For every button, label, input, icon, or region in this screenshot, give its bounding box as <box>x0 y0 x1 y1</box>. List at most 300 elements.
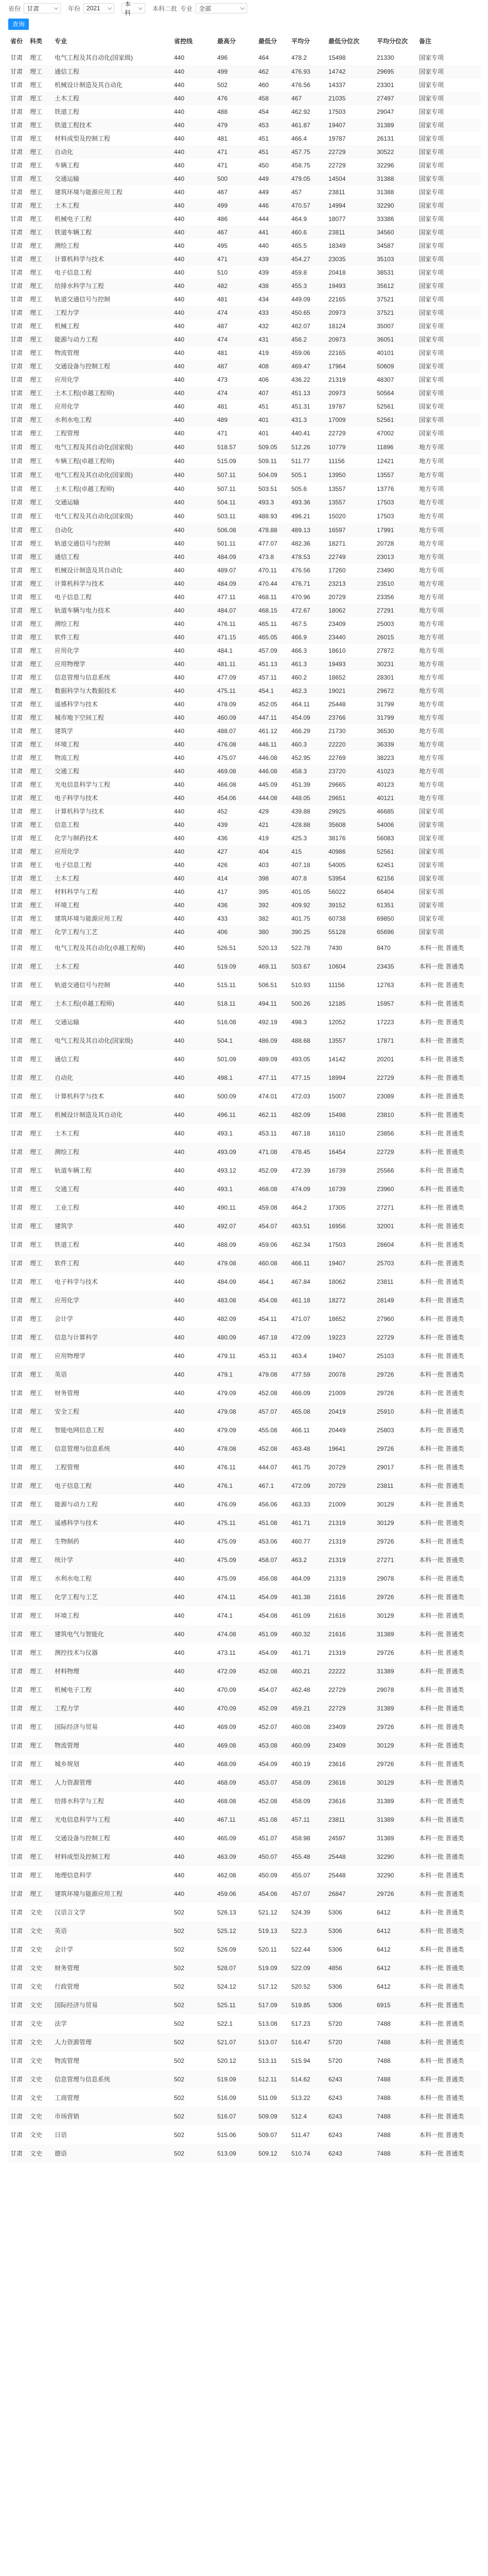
cell-avg-score: 460.6 <box>289 226 326 239</box>
chevron-down-icon <box>54 6 58 10</box>
cell-note: 本科一批 普通类 <box>417 1477 481 1495</box>
cell-category: 理工 <box>28 1439 53 1458</box>
cell-max-score: 471 <box>215 252 256 266</box>
cell-major: 环境工程 <box>53 899 172 912</box>
cell-category: 理工 <box>28 1365 53 1384</box>
cell-min-rank: 7430 <box>328 944 342 952</box>
cell-avg-score: 460.32 <box>289 1625 326 1643</box>
cell-min-score: 438 <box>256 279 289 293</box>
cell-avg-rank: 8470 <box>377 944 391 952</box>
cell-major: 工程管理 <box>55 430 80 437</box>
cell-min-rank: 5720 <box>328 2057 342 2064</box>
cell-control-line: 440 <box>174 1130 185 1137</box>
table-row <box>8 2070 481 2089</box>
cell-control-line: 440 <box>174 674 185 681</box>
cell-major: 日语 <box>55 2131 67 2139</box>
cell-note: 本科一批 普通类 <box>417 1254 481 1273</box>
cell-min-score: 455.08 <box>258 1427 277 1434</box>
cell-control-line: 440 <box>172 199 215 212</box>
cell-note: 本科一批 普通类 <box>419 1389 464 1397</box>
cell-note: 本科一批 普通类 <box>417 1959 481 1977</box>
cell-min-rank: 23811 <box>326 226 375 239</box>
cell-major: 软件工程 <box>53 631 172 644</box>
cell-avg-rank: 52561 <box>377 403 394 410</box>
cell-control-line: 440 <box>174 701 185 708</box>
cell-major: 地理信息科学 <box>55 1872 92 1879</box>
cell-category: 理工 <box>30 1464 43 1471</box>
cell-note: 地方专项 <box>417 791 481 805</box>
cell-province: 甘肃 <box>8 791 28 805</box>
cell-category: 理工 <box>30 1093 43 1100</box>
cell-control-line: 440 <box>174 162 185 169</box>
cell-avg-score: 456.2 <box>289 333 326 346</box>
cell-avg-rank: 20201 <box>377 1056 394 1063</box>
cell-max-score: 474.11 <box>215 1588 256 1606</box>
cell-min-score: 404 <box>256 845 289 858</box>
cell-avg-rank: 69850 <box>377 915 394 922</box>
table-row <box>8 1477 481 1495</box>
cell-province: 甘肃 <box>8 1736 28 1755</box>
cell-min-rank: 5720 <box>326 2033 375 2052</box>
cell-note: 地方专项 <box>419 457 444 465</box>
table-row <box>8 413 481 427</box>
cell-min-rank: 18124 <box>328 323 346 330</box>
cell-max-score: 524.12 <box>217 1983 236 1990</box>
cell-control-line: 440 <box>172 1217 215 1235</box>
cell-min-rank: 39152 <box>326 899 375 912</box>
cell-min-score: 451.08 <box>256 1514 289 1532</box>
table-row <box>8 1699 481 1718</box>
cell-min-rank: 13557 <box>326 496 375 509</box>
cell-min-score: 458.07 <box>256 1551 289 1569</box>
cell-control-line: 440 <box>174 485 185 493</box>
cell-category: 理工 <box>28 226 53 239</box>
cell-province: 甘肃 <box>10 944 23 952</box>
table-row <box>8 1606 481 1625</box>
cell-category: 理工 <box>30 457 43 465</box>
cell-max-score: 476.09 <box>217 1501 236 1508</box>
table-row <box>8 50 481 65</box>
cell-major: 化学工程与工艺 <box>53 925 172 939</box>
cell-min-score: 395 <box>258 888 269 895</box>
cell-max-score: 479 <box>215 118 256 132</box>
cell-major: 物流管理 <box>55 2057 80 2064</box>
cell-min-rank: 13557 <box>326 1031 375 1050</box>
cell-avg-rank: 40123 <box>377 781 394 788</box>
cell-province: 甘肃 <box>8 1699 28 1718</box>
cell-note: 国家专项 <box>419 915 444 922</box>
cell-avg-rank: 62156 <box>375 872 417 885</box>
batch-value: 本科 <box>125 1 131 16</box>
cell-control-line: 440 <box>172 899 215 912</box>
cell-control-line: 440 <box>174 727 185 735</box>
cell-max-score: 479.08 <box>215 1254 256 1273</box>
cell-avg-score: 462.3 <box>289 684 326 698</box>
cell-min-rank: 23409 <box>328 1723 346 1731</box>
cell-min-rank: 15498 <box>328 54 346 61</box>
cell-category: 理工 <box>28 252 53 266</box>
cell-max-score: 476.1 <box>215 1477 256 1495</box>
cell-note: 本科一批 普通类 <box>417 1291 481 1310</box>
cell-note: 本科一批 普通类 <box>417 1810 481 1829</box>
table-row <box>8 1402 481 1421</box>
table-row <box>8 1161 481 1180</box>
cell-category: 理工 <box>28 1031 53 1050</box>
cell-category: 理工 <box>30 81 43 89</box>
cell-avg-score: 460.77 <box>291 1538 310 1545</box>
table-row <box>8 577 481 590</box>
cell-avg-rank: 7488 <box>375 2107 417 2126</box>
cell-max-score: 439 <box>215 818 256 832</box>
cell-avg-score: 467.5 <box>291 620 307 628</box>
cell-category: 文史 <box>30 2094 43 2102</box>
major-select[interactable] <box>196 3 247 13</box>
cell-major: 电气工程及其自动化(国家级) <box>55 513 133 520</box>
cell-avg-rank: 6412 <box>377 1983 391 1990</box>
cell-control-line: 502 <box>172 2107 215 2126</box>
cell-province: 甘肃 <box>10 781 23 788</box>
cell-avg-score: 450.65 <box>289 306 326 319</box>
cell-min-score: 512.11 <box>256 2070 289 2089</box>
cell-control-line: 440 <box>172 92 215 105</box>
cell-major: 软件工程 <box>53 1254 172 1273</box>
cell-min-rank: 11156 <box>328 981 345 989</box>
cell-avg-rank: 61351 <box>375 899 417 912</box>
cell-province: 甘肃 <box>8 1477 28 1495</box>
cell-avg-rank: 7488 <box>377 2094 391 2102</box>
cell-max-score: 474.08 <box>215 1625 256 1643</box>
cell-avg-score: 409.92 <box>289 899 326 912</box>
cell-max-score: 484.09 <box>215 550 256 564</box>
cell-control-line: 440 <box>172 468 215 482</box>
cell-max-score: 467.11 <box>215 1810 256 1829</box>
cell-category: 理工 <box>30 1389 43 1397</box>
cell-min-rank: 23766 <box>326 711 375 724</box>
filter-bar <box>0 0 488 16</box>
cell-major: 电子科学与技术 <box>55 1278 98 1285</box>
cell-max-score: 467 <box>215 226 256 239</box>
cell-avg-rank: 17871 <box>375 1031 417 1050</box>
cell-control-line: 440 <box>174 888 185 895</box>
cell-note: 地方专项 <box>417 577 481 590</box>
cell-min-score: 392 <box>256 899 289 912</box>
cell-max-score: 516.08 <box>217 1019 236 1026</box>
cell-province: 甘肃 <box>10 1946 23 1953</box>
cell-avg-rank: 23013 <box>375 550 417 564</box>
cell-category: 理工 <box>28 684 53 698</box>
cell-major: 法学 <box>55 2020 67 2027</box>
cell-min-score: 453.07 <box>256 1773 289 1792</box>
cell-category: 理工 <box>30 1019 43 1026</box>
cell-min-score: 450 <box>258 162 269 169</box>
cell-avg-score: 466.29 <box>291 727 310 735</box>
cell-control-line: 440 <box>172 1514 215 1532</box>
batch-select[interactable] <box>121 1 145 16</box>
cell-min-score: 519.13 <box>256 1922 289 1940</box>
cell-note: 本科一批 普通类 <box>417 1031 481 1050</box>
cell-min-score: 511.09 <box>258 2094 277 2102</box>
cell-max-score: 519.09 <box>215 957 256 976</box>
query-button[interactable]: 查询 <box>8 19 29 30</box>
cell-avg-score: 482.09 <box>289 1106 326 1124</box>
cell-min-score: 401 <box>258 430 269 437</box>
cell-min-rank: 18652 <box>328 674 346 681</box>
header-major: 专业 <box>55 37 67 45</box>
cell-min-score: 456.06 <box>258 1501 277 1508</box>
cell-note: 国家专项 <box>417 925 481 939</box>
cell-avg-rank: 12421 <box>377 457 394 465</box>
cell-min-rank: 18349 <box>328 242 346 249</box>
cell-avg-score: 470.96 <box>291 594 310 601</box>
cell-avg-rank: 20728 <box>377 540 394 547</box>
cell-category: 理工 <box>28 957 53 976</box>
table-row <box>8 805 481 818</box>
cell-control-line: 440 <box>174 540 185 547</box>
cell-category: 理工 <box>28 279 53 293</box>
cell-note: 本科一批 普通类 <box>417 1736 481 1755</box>
cell-min-score: 451 <box>256 145 289 159</box>
cell-major: 化学工程与工艺 <box>53 1588 172 1606</box>
cell-note: 地方专项 <box>417 523 481 537</box>
cell-avg-rank: 13557 <box>375 468 417 482</box>
cell-control-line: 440 <box>174 808 185 815</box>
cell-avg-rank: 32290 <box>377 1872 394 1879</box>
cell-note: 本科一批 普通类 <box>419 944 464 952</box>
cell-avg-score: 462.92 <box>291 108 310 115</box>
cell-major: 化学与制药技术 <box>55 835 98 842</box>
table-row <box>8 212 481 226</box>
cell-max-score: 504.11 <box>215 496 256 509</box>
cell-province: 甘肃 <box>10 2057 23 2064</box>
cell-major: 建筑环境与能源应用工程 <box>53 1885 172 1903</box>
cell-major: 安全工程 <box>53 1402 172 1421</box>
cell-major: 交通设备与控制工程 <box>55 1835 111 1842</box>
cell-avg-rank: 27872 <box>377 647 394 654</box>
cell-max-score: 490.11 <box>217 1204 236 1211</box>
cell-note: 本科一批 普通类 <box>419 2131 464 2139</box>
cell-min-score: 419 <box>258 349 269 357</box>
cell-province: 甘肃 <box>8 711 28 724</box>
cell-min-rank: 22729 <box>328 430 346 437</box>
cell-min-rank: 20973 <box>326 386 375 400</box>
cell-avg-score: 460.19 <box>291 1760 310 1768</box>
table-row <box>8 496 481 509</box>
cell-min-score: 431 <box>256 333 289 346</box>
cell-province: 甘肃 <box>10 1352 23 1360</box>
cell-province: 甘肃 <box>10 1056 23 1063</box>
cell-max-score: 526.09 <box>217 1946 236 1953</box>
cell-min-score: 453.06 <box>258 1538 277 1545</box>
cell-major: 环境工程 <box>53 738 172 751</box>
cell-avg-score: 464.09 <box>291 1575 310 1582</box>
cell-max-score: 493.1 <box>217 1130 233 1137</box>
cell-avg-rank: 27497 <box>375 92 417 105</box>
cell-note: 国家专项 <box>419 376 444 383</box>
cell-province: 甘肃 <box>8 899 28 912</box>
cell-min-rank: 22729 <box>326 145 375 159</box>
cell-avg-rank: 23810 <box>375 1106 417 1124</box>
cell-category: 理工 <box>28 145 53 159</box>
cell-min-rank: 18652 <box>328 1315 346 1323</box>
cell-province: 甘肃 <box>10 915 23 922</box>
cell-min-score: 449 <box>256 172 289 185</box>
table-row <box>8 1013 481 1031</box>
cell-major: 电子信息工程 <box>55 861 92 869</box>
cell-avg-score: 476.93 <box>289 65 326 78</box>
cell-max-score: 496 <box>217 54 228 61</box>
table-row <box>8 239 481 252</box>
cell-avg-score: 401.05 <box>291 888 310 895</box>
cell-note: 国家专项 <box>419 349 444 357</box>
cell-major: 交通设备与控制工程 <box>53 360 172 373</box>
cell-avg-score: 477.15 <box>289 1069 326 1087</box>
cell-max-score: 493.1 <box>215 1180 256 1198</box>
cell-province: 甘肃 <box>10 981 23 989</box>
cell-avg-score: 457.75 <box>289 145 326 159</box>
cell-min-score: 440 <box>258 242 269 249</box>
table-row <box>8 523 481 537</box>
year-select[interactable] <box>83 3 114 13</box>
cell-min-rank: 21009 <box>328 1389 346 1397</box>
cell-max-score: 484.1 <box>217 647 233 654</box>
cell-control-line: 440 <box>172 1662 215 1681</box>
cell-avg-rank: 40101 <box>377 349 394 357</box>
cell-major: 车辆工程(卓越工程师) <box>55 457 114 465</box>
cell-major: 土木工程 <box>55 1130 80 1137</box>
cell-major: 应用物理学 <box>55 1352 86 1360</box>
cell-control-line: 440 <box>172 306 215 319</box>
cell-min-score: 509.11 <box>258 457 277 465</box>
cell-avg-rank: 27271 <box>377 1204 394 1211</box>
cell-major: 英语 <box>53 1365 172 1384</box>
cell-province: 甘肃 <box>8 684 28 698</box>
cell-control-line: 440 <box>172 523 215 537</box>
cell-province: 甘肃 <box>8 1773 28 1792</box>
cell-max-score: 493.12 <box>217 1167 236 1174</box>
cell-province: 甘肃 <box>10 403 23 410</box>
cell-min-rank: 23409 <box>326 1736 375 1755</box>
cell-category: 理工 <box>30 376 43 383</box>
cell-max-score: 495 <box>217 242 228 249</box>
cell-province: 甘肃 <box>8 1810 28 1829</box>
cell-category: 文史 <box>28 2144 53 2163</box>
cell-category: 理工 <box>30 1538 43 1545</box>
cell-min-rank: 14504 <box>326 172 375 185</box>
cell-province: 甘肃 <box>8 65 28 78</box>
cell-avg-rank: 35103 <box>375 252 417 266</box>
table-row <box>8 1106 481 1124</box>
cell-min-score: 457.07 <box>256 1402 289 1421</box>
cell-min-score: 456.08 <box>258 1575 277 1582</box>
cell-category: 理工 <box>30 981 43 989</box>
cell-major: 建筑电气与智能化 <box>53 1625 172 1643</box>
cell-avg-rank: 30129 <box>377 1612 394 1619</box>
cell-control-line: 440 <box>172 145 215 159</box>
cell-major: 工程力学 <box>53 1699 172 1718</box>
cell-note: 地方专项 <box>419 567 444 574</box>
table-row <box>8 1458 481 1477</box>
cell-major: 电子信息工程 <box>53 1477 172 1495</box>
cell-control-line: 440 <box>172 994 215 1013</box>
cell-major: 英语 <box>53 1922 172 1940</box>
cell-avg-rank: 29726 <box>377 1723 394 1731</box>
province-select[interactable] <box>24 3 61 13</box>
cell-major: 数据科学与大数据技术 <box>53 684 172 698</box>
cell-min-rank: 19787 <box>328 403 346 410</box>
cell-avg-score: 469.47 <box>289 360 326 373</box>
cell-min-score: 520.13 <box>258 944 277 952</box>
cell-min-score: 433 <box>256 306 289 319</box>
cell-avg-score: 458.3 <box>289 765 326 778</box>
cell-note: 地方专项 <box>417 496 481 509</box>
cell-major: 交通工程 <box>53 1180 172 1198</box>
cell-province: 甘肃 <box>8 1996 28 2014</box>
cell-max-score: 500 <box>215 172 256 185</box>
cell-avg-rank: 17503 <box>375 496 417 509</box>
cell-min-rank: 11156 <box>328 457 345 465</box>
table-row <box>8 440 481 454</box>
cell-major: 测绘工程 <box>55 620 80 628</box>
cell-category: 理工 <box>30 1686 43 1693</box>
cell-max-score: 484.07 <box>215 604 256 617</box>
cell-avg-score: 464.11 <box>291 701 310 708</box>
cell-control-line: 440 <box>174 915 185 922</box>
cell-category: 理工 <box>28 1662 53 1681</box>
cell-avg-score: 431.3 <box>289 413 326 427</box>
cell-min-score: 454.06 <box>256 1885 289 1903</box>
cell-avg-rank: 32001 <box>375 1217 417 1235</box>
table-row <box>8 2089 481 2107</box>
cell-province: 甘肃 <box>10 754 23 761</box>
cell-major: 轨道交通信号与控制 <box>55 296 111 303</box>
cell-category: 理工 <box>28 523 53 537</box>
cell-min-score: 452.05 <box>258 701 277 708</box>
table-row <box>8 644 481 657</box>
cell-min-score: 419 <box>258 835 269 842</box>
cell-major: 人力资源管理 <box>53 2033 172 2052</box>
table-row <box>8 1031 481 1050</box>
cell-note: 本科一批 普通类 <box>417 1699 481 1718</box>
cell-control-line: 440 <box>172 1588 215 1606</box>
table-row <box>8 845 481 858</box>
cell-avg-rank: 13776 <box>377 485 394 493</box>
cell-note: 本科一批 普通类 <box>419 1056 464 1063</box>
cell-province: 甘肃 <box>8 550 28 564</box>
cell-control-line: 502 <box>174 1909 185 1916</box>
cell-note: 国家专项 <box>417 360 481 373</box>
cell-control-line: 440 <box>174 1352 185 1360</box>
cell-avg-rank: 6412 <box>377 1909 391 1916</box>
cell-category: 理工 <box>30 754 43 761</box>
cell-avg-score: 464.9 <box>291 215 307 223</box>
cell-min-score: 469.11 <box>256 957 289 976</box>
cell-major: 应用物理学 <box>53 657 172 671</box>
cell-min-score: 464.1 <box>258 1278 274 1285</box>
cell-avg-rank: 23811 <box>375 1477 417 1495</box>
cell-control-line: 502 <box>174 2020 185 2027</box>
cell-min-rank: 23035 <box>326 252 375 266</box>
cell-min-rank: 23440 <box>326 631 375 644</box>
cell-province: 甘肃 <box>8 1848 28 1866</box>
cell-min-score: 470.11 <box>258 567 277 574</box>
cell-category: 理工 <box>28 1885 53 1903</box>
cell-major: 土木工程(卓越工程师) <box>53 386 172 400</box>
province-label: 省份 <box>8 5 21 12</box>
cell-control-line: 440 <box>174 1760 185 1768</box>
cell-major: 计算机科学与技术 <box>55 808 104 815</box>
cell-province: 甘肃 <box>8 1365 28 1384</box>
cell-avg-score: 466.11 <box>289 1254 326 1273</box>
